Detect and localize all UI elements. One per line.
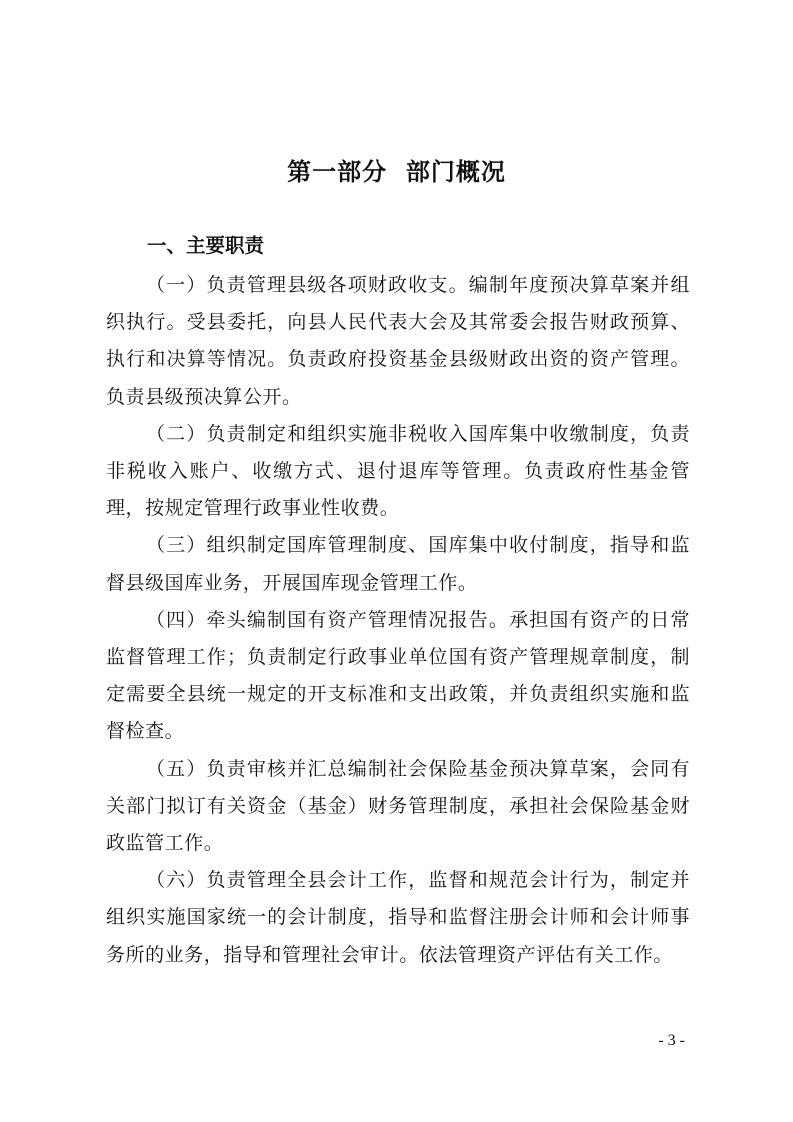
paragraph-1: （一）负责管理县级各项财政收支。编制年度预决算草案并组织执行。受县委托，向县人民代表大会及其常委会报告财政预算、执行和决算等情况。负责政府投资基金县级财政出资的资产管理。负责县级预决算公开。 [106,274,690,408]
paragraph-4: （四）牵头编制国有资产管理情况报告。承担国有资产的日常监督管理工作；负责制定行政事业单位国有资产管理规章制度，制定需要全县统一规定的开支标准和支出政策，并负责组织实施和监督检查。 [106,608,690,743]
page-number: - 3 - [658,1032,685,1049]
paragraph-5: （五）负责审核并汇总编制社会保险基金预决算草案，会同有关部门拟订有关资金（基金）财务管理制度，承担社会保险基金财政监管工作。 [106,757,690,855]
body-text [106,267,690,974]
paragraph-6: （六）负责管理全县会计工作，监督和规范会计行为，制定并组织实施国家统一的会计制度，指导和监督注册会计师和会计师事务所的业务，指导和管理社会审计。依法管理资产评估有关工作。 [106,869,690,966]
page-title: 第一部分 部门概况 [287,158,506,186]
paragraph-2: （二）负责制定和组织实施非税收入国库集中收缴制度，负责非税收入账户、收缴方式、退付退库等管理。负责政府性基金管理，按规定管理行政事业性收费。 [106,422,690,520]
paragraph-3: （三）组织制定国库管理制度、国库集中收付制度，指导和监督县级国库业务，开展国库现金管理工作。 [106,534,690,594]
section-heading: 一、主要职责 [147,234,265,257]
